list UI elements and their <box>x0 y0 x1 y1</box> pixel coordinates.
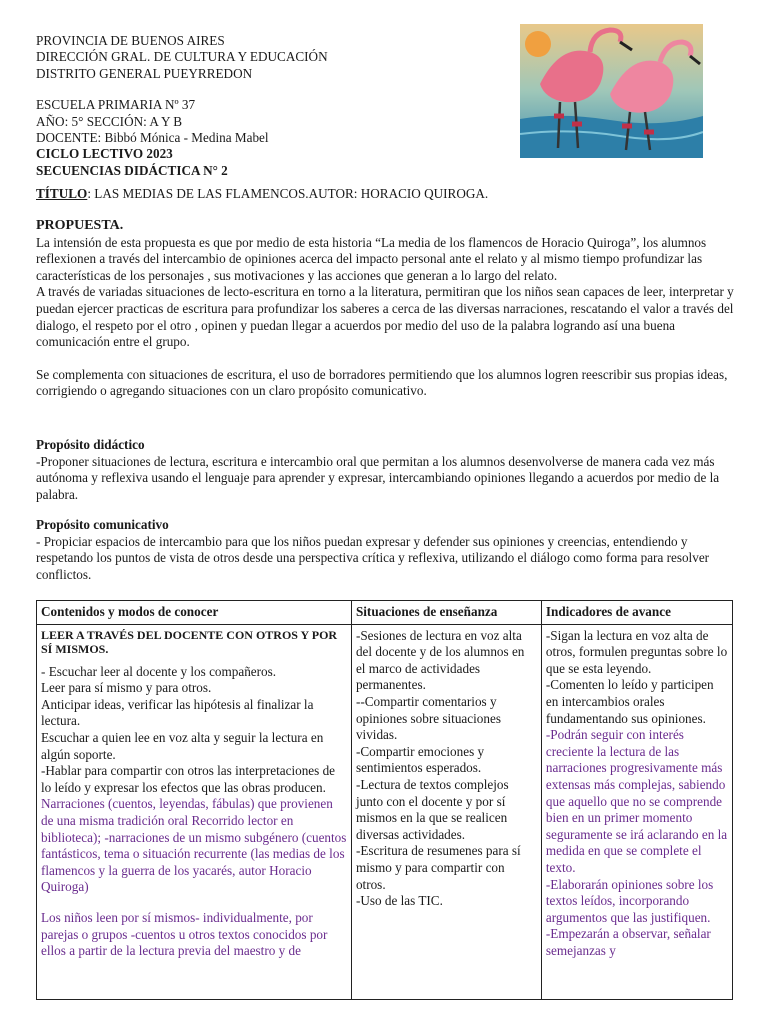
situation-item: -Compartir emociones y sentimientos esperados. <box>355 743 485 776</box>
situation-item: --Compartir comentarios y opiniones sobre situaciones vividas. <box>355 693 501 743</box>
table-header-situations: Situaciones de enseñanza <box>351 601 541 625</box>
contents-table <box>36 600 733 1000</box>
contents-cell <box>37 624 352 999</box>
indicator-item: -Elaborarán opiniones sobre los textos leídos, incorporando argumentos que las justifiquen. <box>545 876 714 925</box>
title-label: TÍTULO <box>36 186 88 201</box>
contents-purple-text: Narraciones (cuentos, leyendas, fábulas) que provienen de una misma tradición oral Recorrido lector en biblioteca); -narraciones de un mismo subgénero (cuentos fantásticos, tema o situación recurrente (las medias de los flamencos y la guerra de los yacarés, autor Horacio Quiroga) <box>41 796 347 895</box>
contents-item: Anticipar ideas, verificar las hipótesis al finalizar la lectura. <box>41 696 314 729</box>
teacher-names: Bibbó Mónica - Medina Mabel <box>101 130 269 146</box>
indicator-item: -Comenten lo leído y participen en intercambios orales fundamentando sus opiniones. <box>545 677 714 726</box>
didactic-purpose-section <box>36 437 736 503</box>
indicators-cell <box>541 624 732 999</box>
proposal-paragraph-3: Se complementa con situaciones de escritura, el uso de borradores permitiendo que los alumnos logren reescribir sus propias ideas, corrigiendo o agregando situaciones con un claro propósito comunicativo. <box>36 366 728 399</box>
teacher-label: DOCENTE: <box>36 130 102 146</box>
header-grade: AÑO: 5° SECCIÓN: A Y B <box>36 113 183 129</box>
situations-cell <box>351 624 541 999</box>
indicator-item: -Podrán seguir con interés creciente la lectura de las narraciones progresivamente más extensas más complejas, sabiendo que aquello que no se comprende bien en un primer momento seguramente se irá aclarando en la medida en que se complete el texto. <box>545 727 728 875</box>
proposal-paragraph-1: La intensión de esta propuesta es que por medio de esta historia “La media de los flamencos de Horacio Quiroga”, los alumnos reflexionen a través del intercambio de opiniones acerca del impacto personal ante el relato y al mismo tiempo profundizar las características de los personajes , sus motivaciones y las acciones que generan a lo largo del relato. <box>36 234 707 283</box>
header-teacher-line <box>36 130 328 146</box>
table-row <box>37 624 733 999</box>
situation-item: -Uso de las TIC. <box>355 893 443 909</box>
contents-item: Leer para sí mismo y para otros. <box>41 680 212 696</box>
sequence-title <box>36 186 488 202</box>
proposal-paragraph-2: A través de variadas situaciones de lecto-escritura en torno a la literatura, permitiran que los niños sean capaces de leer, interpretar y puedan ejercer practicas de escritura para profundizar los saberes a cerca de las diversas narraciones, rescatando el valor a través del dialogo, el respeto por el otro , opinen y puedan llegar a acuerdos por medio del uso de la palabra logrando así una buena comunicación entre el grupo. <box>36 284 734 350</box>
didactic-purpose-heading: Propósito didáctico <box>36 437 145 452</box>
situation-item: -Lectura de textos complejos junto con el docente y por sí mismos en la que se realicen diversas actividades. <box>355 776 509 842</box>
proposal-section <box>36 218 736 400</box>
contents-item: -Hablar para compartir con otros las interpretaciones de lo leído y expresar los efectos que las obras producen. <box>41 763 336 795</box>
contents-purple-text: Los niños leen por sí mismos- individualmente, por parejas o grupos -cuentos u otros textos conocidos por ellos a partir de la lectura previa del maestro y de <box>41 909 328 959</box>
header-province: PROVINCIA DE BUENOS AIRES <box>36 33 225 48</box>
flamingo-painting-icon <box>520 24 703 158</box>
proposal-heading: PROPUESTA. <box>36 218 124 233</box>
document-header <box>36 33 328 179</box>
didactic-purpose-text: -Proponer situaciones de lectura, escritura e intercambio oral que permitan a los alumnos desenvolverse de manera cada vez más autónoma y reflexiva usando el lenguaje para aprender y expresar, intercambiando opiniones llegando a acuerdos por medio de la palabra. <box>36 453 720 502</box>
situation-item: -Sesiones de lectura en voz alta del docente y de los alumnos en el marco de actividades permanentes. <box>355 627 525 693</box>
communicative-purpose-heading: Propósito comunicativo <box>36 517 169 532</box>
header-district: DISTRITO GENERAL PUEYRREDON <box>36 65 253 81</box>
indicator-item: -Sigan la lectura en voz alta de otros, formulen preguntas sobre lo que se esta leyendo. <box>545 627 728 676</box>
header-school: ESCUELA PRIMARIA Nº 37 <box>36 97 196 113</box>
contents-item: Escuchar a quien lee en voz alta y seguir la lectura en algún soporte. <box>41 729 324 762</box>
communicative-purpose-text: - Propiciar espacios de intercambio para que los niños puedan expresar y defender sus opiniones y creencias, entendiendo y respetando los puntos de vista de otros desde una perspectiva crítica y reflexiva, utilizando el diálogo como forma para resolver conflictos. <box>36 533 710 582</box>
table-header-row <box>37 601 733 625</box>
title-text: : LAS MEDIAS DE LAS FLAMENCOS.AUTOR: HORACIO QUIROGA. <box>87 186 489 201</box>
table-header-contents: Contenidos y modos de conocer <box>37 601 352 625</box>
situation-item: -Escritura de resumenes para sí mismo y para compartir con otros. <box>355 843 521 892</box>
header-direction: DIRECCIÓN GRAL. DE CULTURA Y EDUCACIÓN <box>36 49 328 65</box>
header-cycle: CICLO LECTIVO 2023 <box>36 146 173 162</box>
indicator-item: -Empezarán a observar, señalar semejanzas y <box>545 926 711 958</box>
contents-item: - Escuchar leer al docente y los compañeros. <box>41 663 277 679</box>
header-sequence: SECUENCIAS DIDÁCTICA N° 2 <box>36 162 228 178</box>
table-header-indicators: Indicadores de avance <box>541 601 732 625</box>
contents-subheading: LEER A TRAVÉS DEL DOCENTE CON OTROS Y POR SÍ MISMOS. <box>41 627 338 656</box>
communicative-purpose-section <box>36 517 736 583</box>
